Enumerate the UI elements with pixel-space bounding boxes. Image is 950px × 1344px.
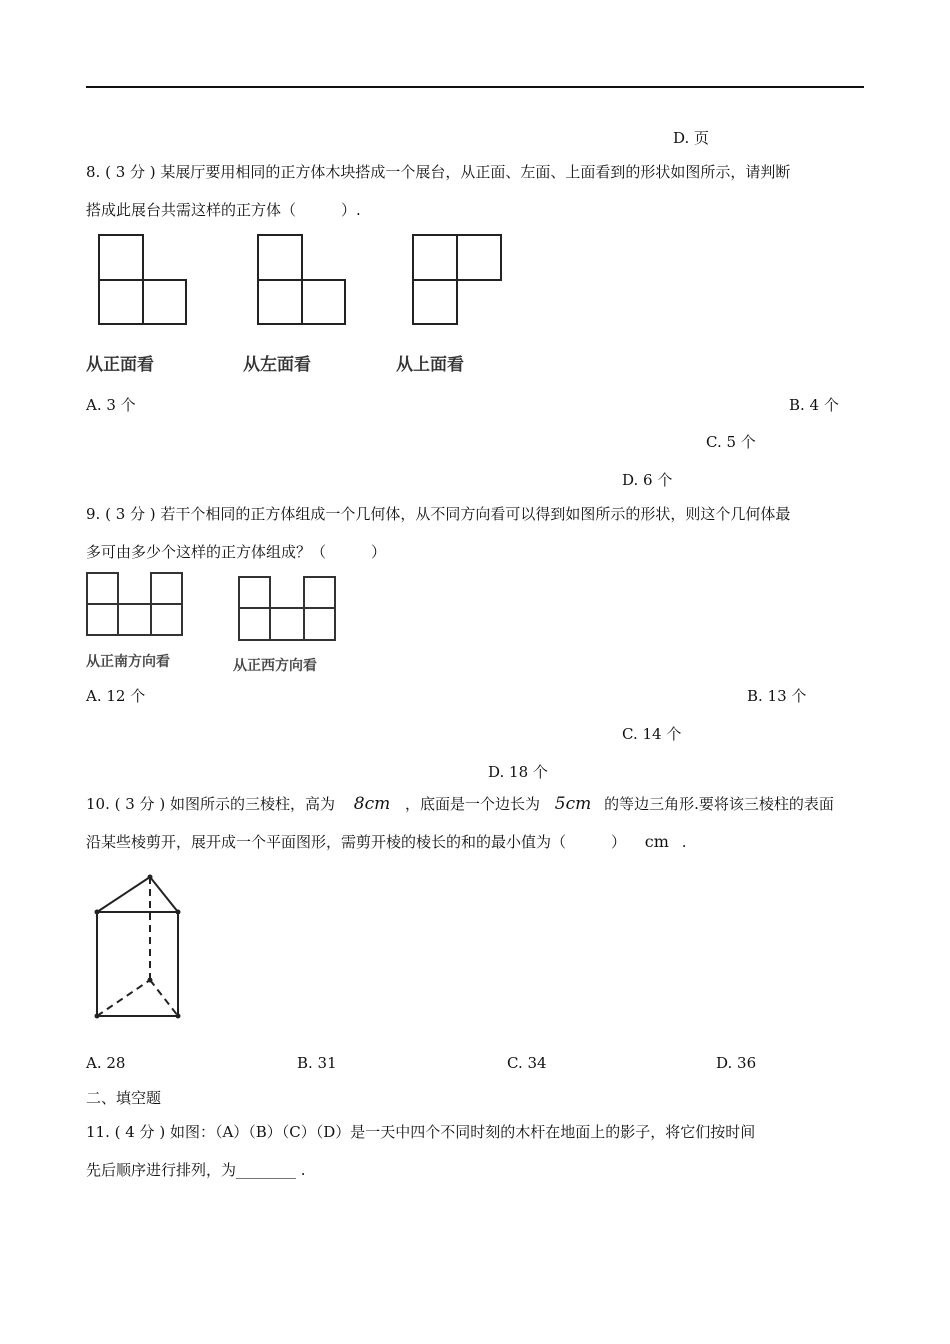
section-title: 二、填空题 — [86, 1089, 162, 1107]
q10-stem-part3: 的等边三角形.要将该三棱柱的表面 — [604, 795, 834, 813]
q10-option-c: C. 34 — [507, 1054, 547, 1072]
q10-stem-part2: ，底面是一个边长为 — [405, 795, 541, 813]
q9-south-view-label: 从正南方向看 — [86, 654, 170, 670]
q9-stem-line2: 多可由多少个这样的正方体组成？（ ） — [86, 543, 387, 561]
q9-option-c: C. 14 个 — [622, 725, 682, 743]
q8-option-a: A. 3 个 — [86, 396, 136, 414]
q9-option-d: D. 18 个 — [488, 763, 548, 781]
q8-stem-line1: 8. ( 3 分 ) 某展厅要用相同的正方体木块搭成一个展台，从正面、左面、上面看到的形状如图所示，请判断 — [86, 163, 791, 181]
q8-option-c: C. 5 个 — [706, 433, 756, 451]
q8-stem-line2: 搭成此展台共需这样的正方体（ ）. — [86, 201, 361, 219]
q8-left-view-label: 从左面看 — [243, 355, 311, 375]
q11-stem-line2: 先后顺序进行排列，为________ . — [86, 1161, 306, 1179]
q10-side-unit: cm — [565, 794, 592, 814]
q8-front-view-label: 从正面看 — [86, 355, 154, 375]
q8-top-view-label: 从上面看 — [396, 355, 464, 375]
q9-west-view-label: 从正西方向看 — [233, 658, 317, 674]
q10-stem-line2-end: . — [681, 833, 687, 851]
q10-side-value: 5 — [554, 794, 566, 814]
q10-height-unit: cm — [364, 794, 391, 814]
q9-option-a: A. 12 个 — [86, 687, 146, 705]
q10-stem-line2-text: 沿某些棱剪开，展开成一个平面图形，需剪开棱的棱长的和的最小值为（ ） — [86, 833, 627, 851]
q11-stem-line1: 11. ( 4 分 ) 如图：（A）（B）（C）（D）是一天中四个不同时刻的木杆在地面上的影子，将它们按时间 — [86, 1123, 756, 1141]
q9-stem-line1: 9. ( 3 分 ) 若干个相同的正方体组成一个几何体，从不同方向看可以得到如图所示的形状，则这个几何体最 — [86, 505, 791, 523]
q10-option-a: A. 28 — [86, 1054, 126, 1072]
q10-stem-line2-unit: cm — [644, 832, 669, 851]
q10-option-d: D. 36 — [716, 1054, 757, 1072]
q8-option-b: B. 4 个 — [789, 396, 839, 414]
q8-option-d: D. 6 个 — [622, 471, 673, 489]
q9-option-b: B. 13 个 — [747, 687, 807, 705]
q10-stem-part1: 10. ( 3 分 ) 如图所示的三棱柱，高为 — [86, 795, 335, 813]
q10-height-value: 8 — [353, 794, 365, 814]
q7-option-d: D. 页 — [673, 129, 710, 147]
q10-option-b: B. 31 — [297, 1054, 337, 1072]
